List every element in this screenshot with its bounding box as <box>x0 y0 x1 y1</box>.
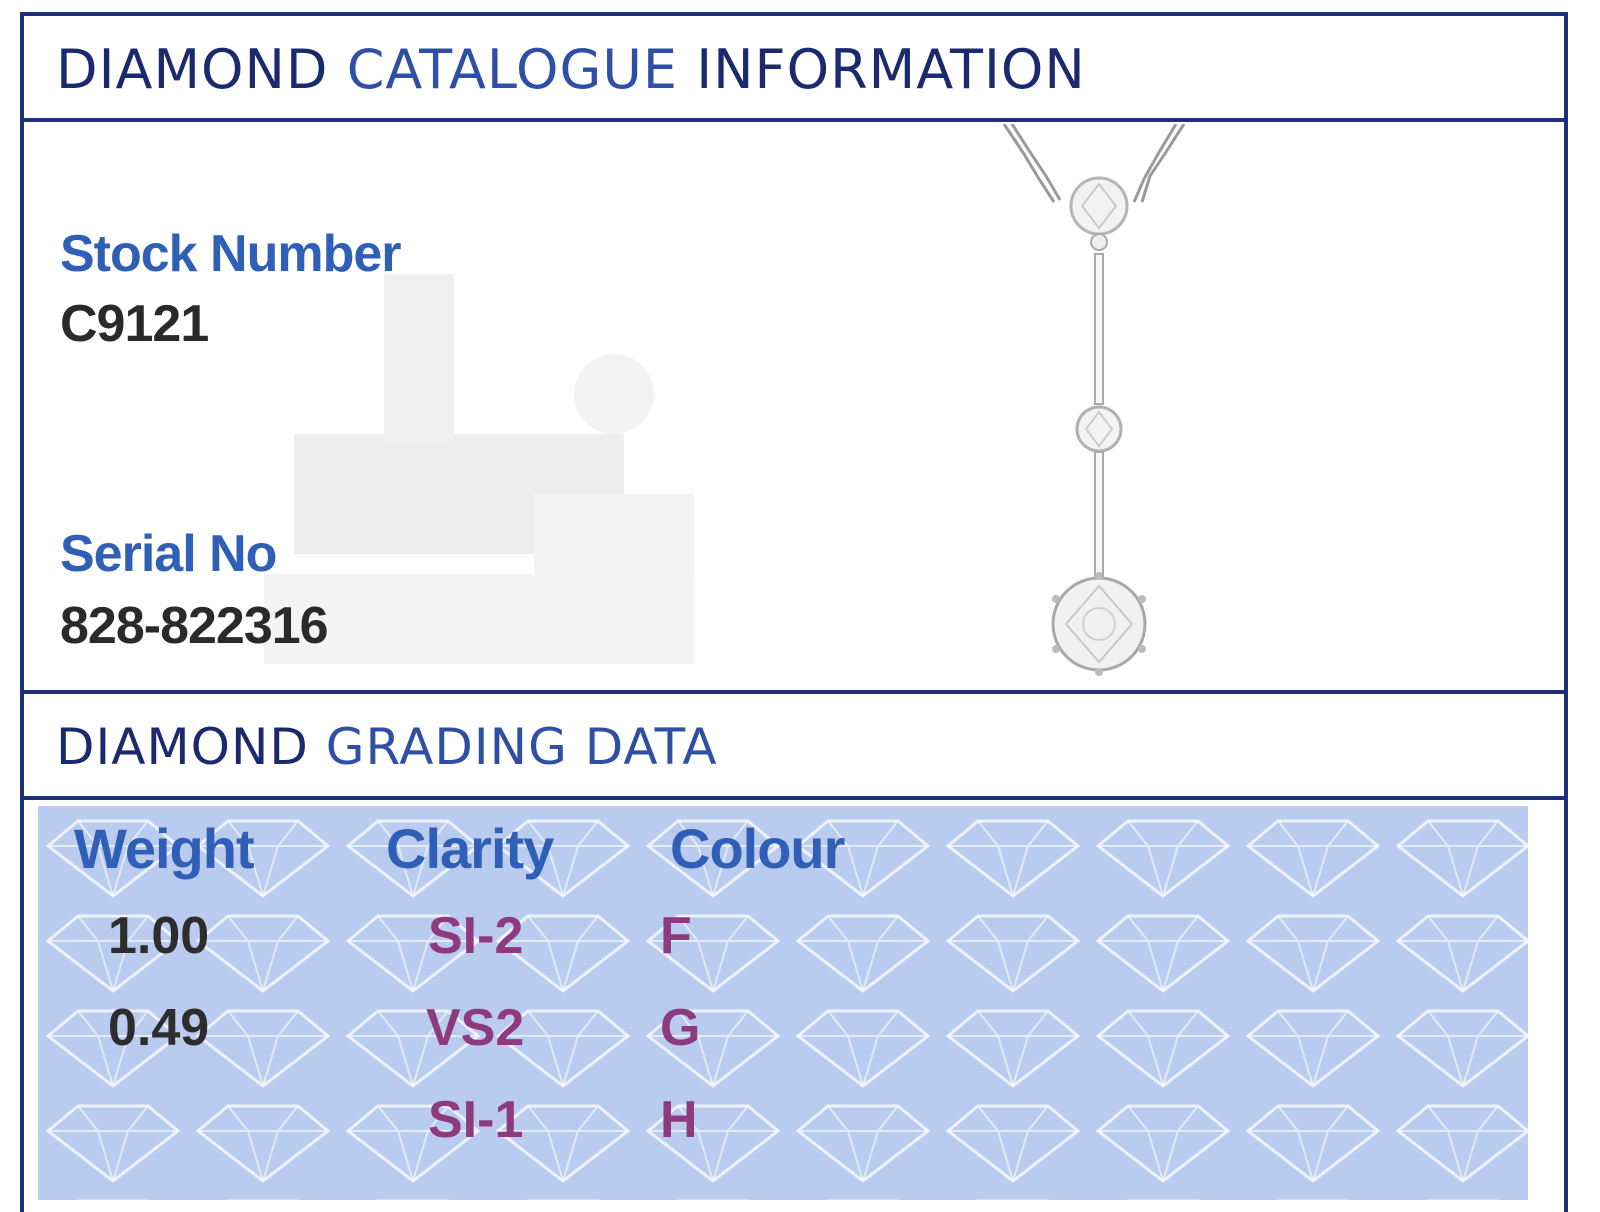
catalogue-header <box>20 12 1568 122</box>
catalogue-info-section <box>24 124 1564 690</box>
row-3-clarity: SI-1 <box>428 1091 524 1149</box>
header-clarity: Clarity <box>386 817 554 880</box>
row-3-colour: H <box>660 1091 698 1149</box>
row-1-colour: F <box>660 907 692 965</box>
grading-header <box>24 696 1564 796</box>
diamond-pendant-image <box>994 124 1224 694</box>
serial-number-value: 828-822316 <box>60 597 328 655</box>
grading-title-word-1: DIAMOND <box>56 718 309 776</box>
catalogue-title-word-2: CATALOGUE <box>346 38 679 101</box>
row-2-clarity: VS2 <box>426 999 525 1057</box>
stock-number-value: C9121 <box>60 295 209 353</box>
row-1-clarity: SI-2 <box>428 907 524 965</box>
catalogue-title-word-3: INFORMATION <box>696 38 1086 101</box>
section-divider <box>20 690 1568 694</box>
row-2-colour: G <box>660 999 701 1057</box>
header-weight: Weight <box>74 817 254 880</box>
grading-table <box>38 806 1528 1200</box>
row-1-weight: 1.00 <box>108 907 210 965</box>
catalogue-title <box>56 38 1086 101</box>
serial-number-label: Serial No <box>60 525 277 583</box>
catalogue-title-word-1: DIAMOND <box>56 38 329 101</box>
header-colour: Colour <box>670 817 845 880</box>
stock-number-label: Stock Number <box>60 225 401 283</box>
grading-title-word-2: GRADING DATA <box>325 718 718 776</box>
row-2-weight: 0.49 <box>108 999 210 1057</box>
grading-title <box>56 718 718 776</box>
section-divider-2 <box>20 796 1568 800</box>
